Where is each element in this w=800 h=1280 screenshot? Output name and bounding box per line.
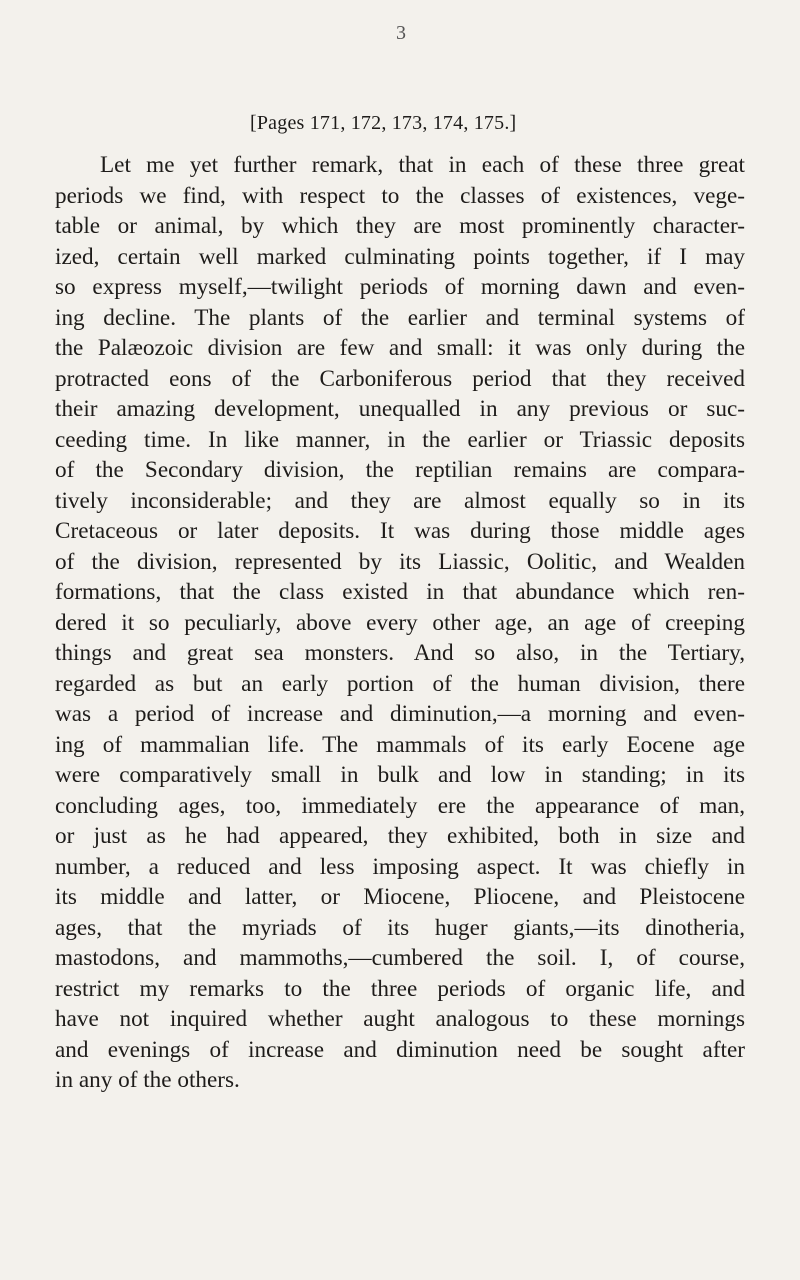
text-line: Let me yet further remark, that in each of these three great <box>100 152 745 178</box>
text-line: of the division, represented by its Liassic, Oolitic, and Wealden <box>55 548 745 575</box>
text-line: of the Secondary division, the reptilian remains are compara- <box>55 457 745 483</box>
text-line: periods we find, with respect to the classes of existences, vege- <box>55 182 745 209</box>
text-line: have not inquired whether aught analogous to these mornings <box>55 1006 745 1032</box>
text-line: its middle and latter, or Miocene, Pliocene, and Pleistocene <box>55 884 745 910</box>
text-line: so express myself,—twilight periods of morning dawn and even- <box>55 274 745 300</box>
text-line: mastodons, and mammoths,—cumbered the soil. I, of course, <box>55 945 745 971</box>
text-line: were comparatively small in bulk and low in standing; in its <box>55 762 745 788</box>
text-line: concluding ages, too, immediately ere the appearance of man, <box>55 792 745 819</box>
page-reference: [Pages 171, 172, 173, 174, 175.] <box>250 112 517 134</box>
page-number: 3 <box>396 22 406 44</box>
text-line: ages, that the myriads of its huger giants,—its dinotheria, <box>55 914 745 941</box>
body-paragraph <box>55 150 745 1096</box>
text-line: regarded as but an early portion of the human division, there <box>55 670 745 697</box>
text-line: dered it so peculiarly, above every other age, an age of creeping <box>55 609 745 636</box>
text-line: formations, that the class existed in that abundance which ren- <box>55 579 745 605</box>
text-line: ing of mammalian life. The mammals of its early Eocene age <box>55 731 745 758</box>
text-line: things and great sea monsters. And so also, in the Tertiary, <box>55 640 745 666</box>
text-line: ized, certain well marked culminating points together, if I may <box>55 243 745 270</box>
text-line: their amazing development, unequalled in any previous or suc- <box>55 396 745 422</box>
text-line: number, a reduced and less imposing aspect. It was chiefly in <box>55 853 745 880</box>
text-line: the Palæozoic division are few and small: it was only during the <box>55 335 745 361</box>
text-line: ing decline. The plants of the earlier and terminal systems of <box>55 304 745 331</box>
text-line: and evenings of increase and diminution need be sought after <box>55 1036 745 1063</box>
text-line: ceeding time. In like manner, in the earlier or Triassic deposits <box>55 426 745 453</box>
text-line: restrict my remarks to the three periods of organic life, and <box>55 975 745 1002</box>
text-line: table or animal, by which they are most prominently character- <box>55 213 745 239</box>
text-line: tively inconsiderable; and they are almost equally so in its <box>55 487 745 514</box>
text-line: protracted eons of the Carboniferous period that they received <box>55 365 745 392</box>
text-line: was a period of increase and diminution,—a morning and even- <box>55 701 745 727</box>
text-line: Cretaceous or later deposits. It was during those middle ages <box>55 518 745 544</box>
text-line: or just as he had appeared, they exhibited, both in size and <box>55 823 745 849</box>
text-line: in any of the others. <box>55 1067 240 1093</box>
